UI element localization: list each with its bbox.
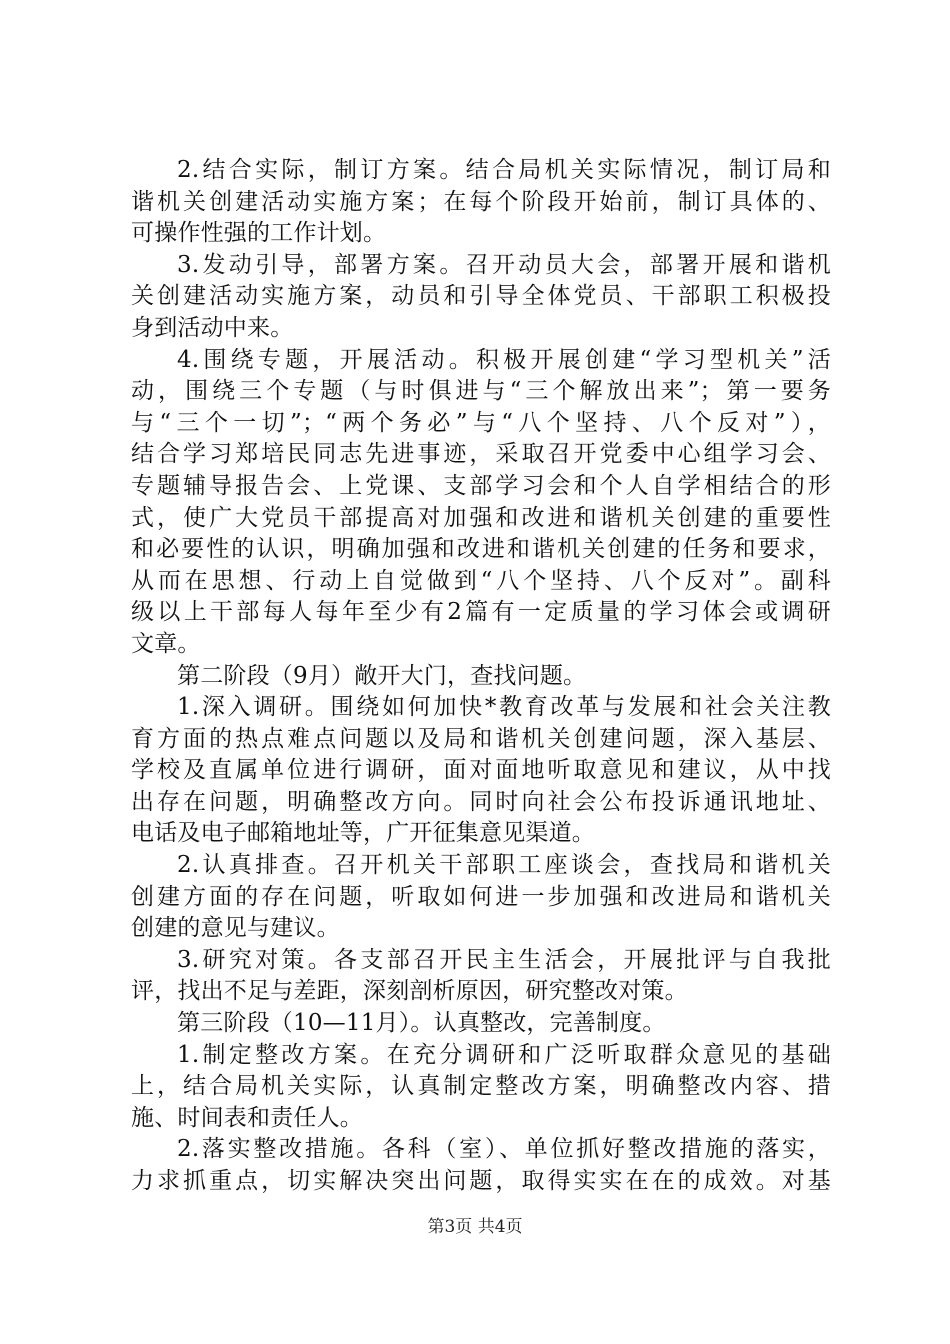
text-line: 3.研究对策。各支部召开民主生活会，开展批评与自我批 bbox=[177, 946, 831, 973]
document-body bbox=[131, 155, 831, 1198]
text-line: 电话及电子邮箱地址等，广开征集意见渠道。 bbox=[131, 820, 595, 847]
text-line: 与“三个一切”；“两个务必”与“八个坚持、八个反对”）， bbox=[131, 409, 831, 436]
text-line: 创建的意见与建议。 bbox=[131, 915, 340, 942]
text-line: 可操作性强的工作计划。 bbox=[131, 220, 387, 247]
text-line: 4.围绕专题，开展活动。积极开展创建“学习型机关”活 bbox=[177, 346, 831, 373]
text-line: 1.深入调研。围绕如何加快*教育改革与发展和社会关注教 bbox=[177, 694, 831, 721]
text-line: 上，结合局机关实际，认真制定整改方案，明确整改内容、措 bbox=[131, 1073, 831, 1100]
text-line: 施、时间表和责任人。 bbox=[131, 1104, 363, 1131]
text-line: 创建方面的存在问题，听取如何进一步加强和改进局和谐机关 bbox=[131, 883, 831, 910]
text-line: 结合学习郑培民同志先进事迹，采取召开党委中心组学习会、 bbox=[131, 441, 831, 468]
text-line: 3.发动引导，部署方案。召开动员大会，部署开展和谐机 bbox=[177, 251, 831, 278]
text-line: 2.结合实际，制订方案。结合局机关实际情况，制订局和 bbox=[177, 157, 831, 183]
text-line: 式，使广大党员干部提高对加强和改进和谐机关创建的重要性 bbox=[131, 504, 831, 531]
text-line: 文章。 bbox=[131, 630, 201, 657]
text-line: 从而在思想、行动上自觉做到“八个坚持、八个反对”。副科 bbox=[131, 567, 831, 594]
text-line: 1.制定整改方案。在充分调研和广泛听取群众意见的基础 bbox=[177, 1041, 831, 1068]
text-line: 评，找出不足与差距，深刻剖析原因，研究整改对策。 bbox=[131, 978, 688, 1005]
page-footer: 第3页 共4页 bbox=[427, 1217, 523, 1237]
text-line: 级以上干部每人每年至少有2篇有一定质量的学习体会或调研 bbox=[131, 599, 831, 626]
text-line: 专题辅导报告会、上党课、支部学习会和个人自学相结合的形 bbox=[131, 472, 831, 499]
text-line: 和必要性的认识，明确加强和改进和谐机关创建的任务和要求， bbox=[131, 536, 831, 563]
text-line: 谐机关创建活动实施方案；在每个阶段开始前，制订具体的、 bbox=[131, 188, 831, 215]
text-line: 出存在问题，明确整改方向。同时向社会公布投诉通讯地址、 bbox=[131, 788, 831, 815]
text-line: 2.认真排查。召开机关干部职工座谈会，查找局和谐机关 bbox=[177, 852, 831, 879]
text-line: 第二阶段（9月）敞开大门，查找问题。 bbox=[177, 662, 587, 689]
text-line: 关创建活动实施方案，动员和引导全体党员、干部职工积极投 bbox=[131, 283, 831, 310]
text-line: 第三阶段（10—11月）。认真整改，完善制度。 bbox=[177, 1010, 666, 1037]
text-line: 学校及直属单位进行调研，面对面地听取意见和建议，从中找 bbox=[131, 757, 831, 784]
text-line: 2.落实整改措施。各科（室）、单位抓好整改措施的落实， bbox=[177, 1136, 831, 1163]
text-line: 力求抓重点，切实解决突出问题，取得实实在在的成效。对基 bbox=[131, 1168, 831, 1194]
text-line: 育方面的热点难点问题以及局和谐机关创建问题，深入基层、 bbox=[131, 725, 831, 752]
text-line: 身到活动中来。 bbox=[131, 314, 294, 341]
text-line: 动，围绕三个专题（与时俱进与“三个解放出来”；第一要务 bbox=[131, 378, 831, 405]
